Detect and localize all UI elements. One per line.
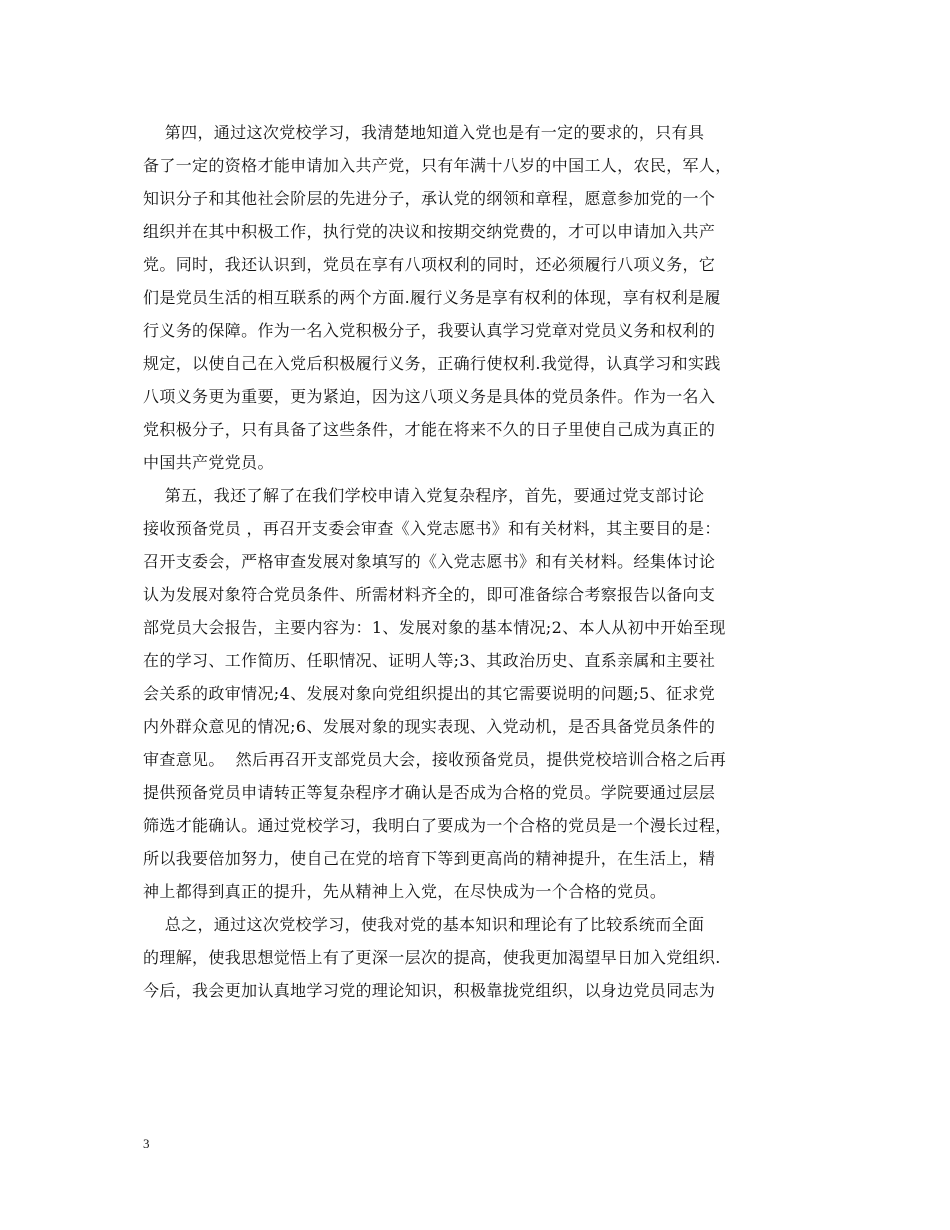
text-line: 筛选才能确认。通过党校学习，我明白了要成为一个合格的党员是一个漫长过程， <box>143 816 732 835</box>
text-line: 第五，我还了解了在我们学校申请入党复杂程序，首先，要通过党支部讨论 <box>143 486 705 505</box>
text-line: 行义务的保障。作为一名入党积极分子，我要认真学习党章对党员义务和权利的 <box>143 321 716 340</box>
page-number: 3 <box>143 1136 150 1151</box>
text-line: 八项义务更为重要，更为紧迫，因为这八项义务是具体的党员条件。作为一名入 <box>143 387 716 406</box>
text-line: 认为发展对象符合党员条件、所需材料齐全的，即可准备综合考察报告以备向支 <box>143 585 716 604</box>
text-line: 规定，以使自己在入党后积极履行义务，正确行使权利.我觉得，认真学习和实践 <box>143 354 721 373</box>
text-line: 内外群众意见的情况;6、发展对象的现实表现、入党动机，是否具备党员条件的 <box>143 717 716 736</box>
text-line: 们是党员生活的相互联系的两个方面.履行义务是享有权利的体现，享有权利是履 <box>143 288 721 307</box>
text-line: 部党员大会报告，主要内容为：1、发展对象的基本情况;2、本人从初中开始至现 <box>143 618 726 637</box>
text-line: 总之，通过这次党校学习，使我对党的基本知识和理论有了比较系统而全面 <box>143 915 705 934</box>
text-line: 今后，我会更加认真地学习党的理论知识，积极靠拢党组织，以身边党员同志为 <box>143 981 716 1000</box>
text-line: 在的学习、工作简历、任职情况、证明人等;3、其政治历史、直系亲属和主要社 <box>143 651 716 670</box>
text-line: 知识分子和其他社会阶层的先进分子，承认党的纲领和章程，愿意参加党的一个 <box>143 189 716 208</box>
text-line: 组织并在其中积极工作，执行党的决议和按期交纳党费的，才可以申请加入共产 <box>143 222 716 241</box>
text-line: 审查意见。 然后再召开支部党员大会，接收预备党员，提供党校培训合格之后再 <box>143 750 727 769</box>
text-line: 备了一定的资格才能申请加入共产党，只有年满十八岁的中国工人，农民，军人， <box>143 156 732 175</box>
text-line: 党积极分子，只有具备了这些条件，才能在将来不久的日子里使自己成为真正的 <box>143 420 716 439</box>
text-line: 神上都得到真正的提升，先从精神上入党，在尽快成为一个合格的党员。 <box>143 882 667 901</box>
body-text <box>143 116 813 1007</box>
text-line: 会关系的政审情况;4、发展对象向党组织提出的其它需要说明的问题;5、征求党 <box>143 684 716 703</box>
text-line: 接收预备党员 ，再召开支委会审查《入党志愿书》和有关材料，其主要目的是： <box>143 519 721 538</box>
text-line: 中国共产党党员。 <box>143 453 274 472</box>
text-line: 的理解，使我思想觉悟上有了更深一层次的提高，使我更加渴望早日加入党组织. <box>143 948 721 967</box>
text-line: 召开支委会，严格审查发展对象填写的《入党志愿书》和有关材料。经集体讨论 <box>143 552 716 571</box>
text-line: 所以我要倍加努力，使自己在党的培育下等到更高尚的精神提升，在生活上，精 <box>143 849 716 868</box>
text-line: 第四，通过这次党校学习，我清楚地知道入党也是有一定的要求的，只有具 <box>143 123 705 142</box>
text-line: 提供预备党员申请转正等复杂程序才确认是否成为合格的党员。学院要通过层层 <box>143 783 716 802</box>
text-line: 党。同时，我还认识到，党员在享有八项权利的同时，还必须履行八项义务，它 <box>143 255 716 274</box>
